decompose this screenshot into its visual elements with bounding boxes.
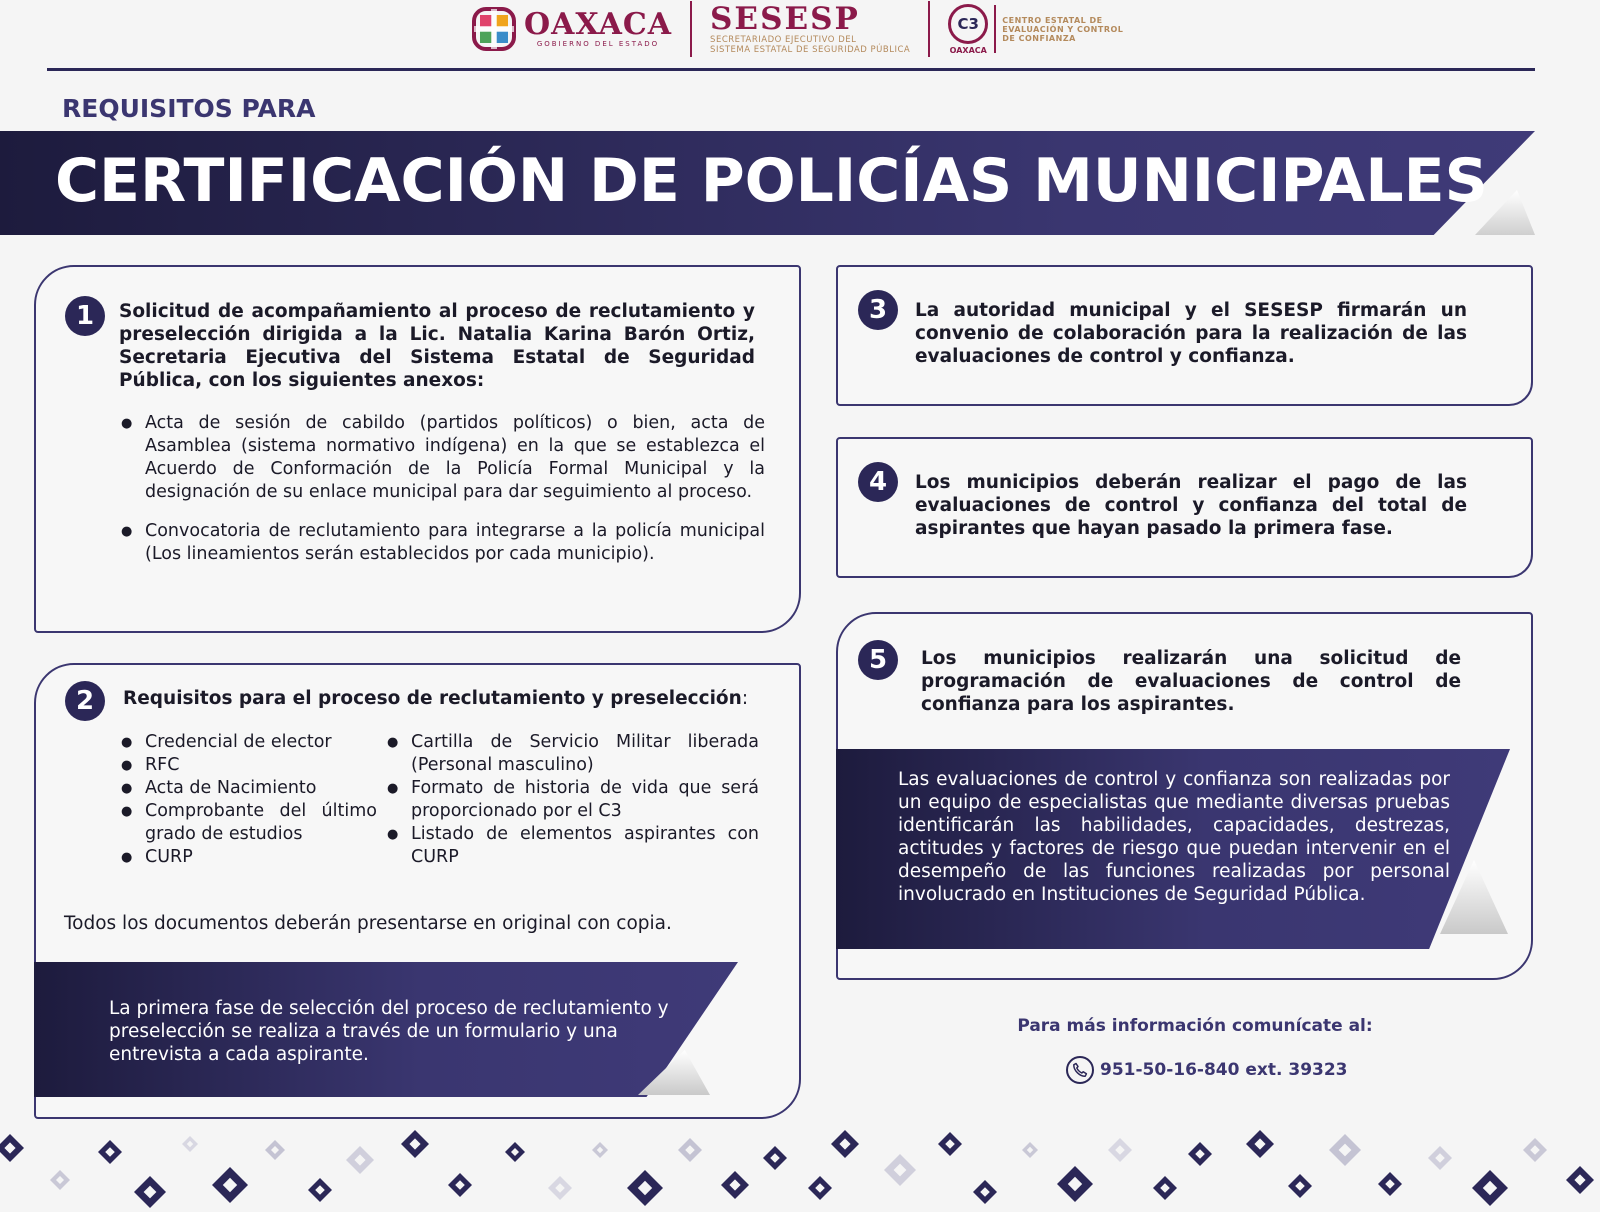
- c3-mark: C3: [948, 4, 988, 44]
- list-item: ● Credencial de elector: [121, 731, 377, 754]
- header-logos: [470, 0, 1123, 58]
- list-item: ● Acta de sesión de cabildo (partidos políticos) o bien, acta de Asamblea (sistema normativo indígena) en la que se establezca el Acuerdo de Conformación de la Policía Formal Municipal y la designación de su enlace municipal para dar seguimiento al proceso.: [121, 412, 765, 504]
- contact-label: Para más información comunícate al:: [1017, 1016, 1373, 1036]
- step-2-list-right: [387, 731, 759, 869]
- c3-logo: [948, 4, 1123, 55]
- step-2-number: 2: [65, 681, 105, 721]
- sesesp-name: SESESP: [710, 1, 860, 37]
- list-item: ● Cartilla de Servicio Militar liberada (Personal masculino): [387, 731, 759, 777]
- sesesp-logo: [710, 3, 910, 55]
- page-title: CERTIFICACIÓN DE POLICÍAS MUNICIPALES: [55, 146, 1488, 216]
- sesesp-sub-1: SECRETARIADO EJECUTIVO DEL: [710, 35, 857, 45]
- step-5-ribbon-text: Las evaluaciones de control y confianza son realizadas por un equipo de especialistas que mediante diversas pruebas identificarán las habilidades, capacidades, destrezas, actitudes y factores de riesgo que puedan intervenir en el desempeño de las funciones realizadas por personal involucrado en Instituciones de Seguridad Pública.: [898, 769, 1450, 905]
- oaxaca-name: OAXACA: [524, 7, 673, 42]
- logo-divider: [928, 1, 930, 57]
- list-item: ● Listado de elementos aspirantes con CURP: [387, 823, 759, 869]
- step-2-heading-row: [123, 688, 748, 709]
- c3-divider: [994, 5, 996, 53]
- step-4-number: 4: [858, 462, 898, 502]
- page-subtitle: REQUISITOS PARA: [62, 94, 316, 123]
- oaxaca-emblem-icon: [470, 5, 518, 53]
- oaxaca-logo: [524, 7, 673, 48]
- c3-text-2: EVALUACIÓN Y CONTROL: [1002, 24, 1124, 34]
- oaxaca-sub: GOBIERNO DEL ESTADO: [536, 40, 660, 48]
- step-4-text: Los municipios deberán realizar el pago de las evaluaciones de control y confianza del total de aspirantes que hayan pasado la primera fase.: [915, 472, 1467, 539]
- header-rule: [47, 68, 1535, 71]
- c3-text-3: DE CONFIANZA: [1002, 33, 1076, 43]
- step-1-text: Solicitud de acompañamiento al proceso de reclutamiento y preselección dirigida a la Lic. Natalia Karina Barón Ortiz, Secretaria Ejecutiva del Sistema Estatal de Seguridad Pública, con los siguientes anexos:: [119, 301, 755, 391]
- step-5-number: 5: [858, 640, 898, 680]
- c3-text-1: CENTRO ESTATAL DE: [1002, 15, 1103, 25]
- step-5-text: Los municipios realizarán una solicitud de programación de evaluaciones de control de confianza para los aspirantes.: [921, 648, 1461, 715]
- step-2-note: Todos los documentos deberán presentarse en original con copia.: [64, 913, 672, 934]
- step-1-bullets: [121, 412, 765, 566]
- list-item: ● Comprobante del último grado de estudios: [121, 800, 377, 846]
- phone-number: 951-50-16-840 ext. 39323: [1100, 1060, 1348, 1080]
- list-item: ● Convocatoria de reclutamiento para integrarse a la policía municipal (Los lineamientos serán establecidos por cada municipio).: [121, 520, 765, 566]
- list-item: ● CURP: [121, 846, 377, 869]
- step-3-text: La autoridad municipal y el SESESP firmarán un convenio de colaboración para la realización de las evaluaciones de control y confianza.: [915, 300, 1467, 367]
- list-item: ● Acta de Nacimiento: [121, 777, 377, 800]
- list-item: ● Formato de historia de vida que será proporcionado por el C3: [387, 777, 759, 823]
- c3-place: OAXACA: [949, 45, 987, 55]
- sesesp-sub-2: SISTEMA ESTATAL DE SEGURIDAD PÚBLICA: [710, 45, 911, 55]
- phone-icon: [1066, 1056, 1094, 1084]
- list-item: ● RFC: [121, 754, 377, 777]
- step-2-heading: Requisitos para el proceso de reclutamiento y preselección: [123, 688, 742, 709]
- step-2-ribbon-text: La primera fase de selección del proceso de reclutamiento y preselección se realiza a través de un formulario y una entrevista a cada aspirante.: [109, 998, 669, 1065]
- step-3-number: 3: [858, 290, 898, 330]
- step-2-heading-colon: :: [741, 688, 749, 709]
- decorative-pattern: [0, 1130, 1600, 1212]
- step-2-list-left: [121, 731, 377, 869]
- contact-phone: [1066, 1056, 1348, 1084]
- step-1-number: 1: [65, 296, 105, 336]
- logo-divider: [690, 1, 692, 57]
